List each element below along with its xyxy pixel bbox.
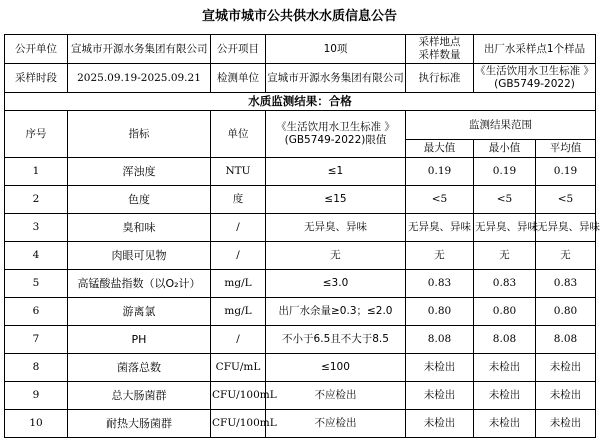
result-banner-row [5,93,596,111]
row-avg: 无异臭、异味 [536,214,596,242]
row-max: 未检出 [406,354,474,382]
col-indicator-header: 指标 [68,111,211,158]
table-row [5,214,596,242]
col-limit-header: 《生活饮用水卫生标准 》 (GB5749-2022)限值 [266,111,406,158]
row-max: 无异臭、异味 [406,214,474,242]
row-indicator: 菌落总数 [68,354,211,382]
row-limit: 出厂水余量≥0.3；≤2.0 [266,298,406,326]
row-no: 7 [5,326,68,354]
row-avg: 未检出 [536,354,596,382]
lab-value: 宣城市开源水务集团有限公司 [266,64,406,93]
table-row [5,326,596,354]
row-max: 无 [406,242,474,270]
result-banner: 水质监测结果：合格 [5,93,596,111]
row-min: 无异臭、异味 [474,214,536,242]
col-unit-header: 单位 [211,111,266,158]
col-min-header: 最小值 [474,140,536,158]
row-limit: ≤1 [266,158,406,186]
row-unit: / [211,326,266,354]
standard-value: 《生活饮用水卫生标准 》 (GB5749-2022) [474,64,596,93]
row-avg: 0.83 [536,270,596,298]
col-max-header: 最大值 [406,140,474,158]
row-min: 8.08 [474,326,536,354]
row-no: 8 [5,354,68,382]
col-no-header: 序号 [5,111,68,158]
row-limit: 无 [266,242,406,270]
sample-location-label: 采样地点 采样数量 [406,35,474,64]
period-label: 采样时段 [5,64,68,93]
table-row [5,186,596,214]
row-min: 未检出 [474,382,536,410]
table-row [5,158,596,186]
row-min: 无 [474,242,536,270]
row-no: 5 [5,270,68,298]
row-indicator: 游离氯 [68,298,211,326]
row-max: 8.08 [406,326,474,354]
table-row [5,382,596,410]
row-limit: ≤3.0 [266,270,406,298]
row-avg: 8.08 [536,326,596,354]
period-value: 2025.09.19-2025.09.21 [68,64,211,93]
row-max: 0.83 [406,270,474,298]
row-avg: 无 [536,242,596,270]
row-unit: / [211,242,266,270]
row-indicator: 臭和味 [68,214,211,242]
row-no: 1 [5,158,68,186]
row-no: 3 [5,214,68,242]
row-indicator: 浑浊度 [68,158,211,186]
row-max: 未检出 [406,382,474,410]
row-indicator: 肉眼可见物 [68,242,211,270]
table-row [5,354,596,382]
col-range-header: 监测结果范围 [406,111,596,140]
row-no: 4 [5,242,68,270]
row-unit: CFU/100mL [211,410,266,438]
table-row [5,410,596,438]
row-indicator: 总大肠菌群 [68,382,211,410]
col-avg-header: 平均值 [536,140,596,158]
row-unit: CFU/mL [211,354,266,382]
row-limit: 无异臭、异味 [266,214,406,242]
info-row-2 [5,64,596,93]
row-no: 9 [5,382,68,410]
row-unit: / [211,214,266,242]
row-avg: 0.19 [536,158,596,186]
standard-label: 执行标准 [406,64,474,93]
row-min: 未检出 [474,354,536,382]
page-title: 宣城市城市公共供水水质信息公告 [201,9,397,24]
row-avg: 未检出 [536,410,596,438]
lab-label: 检测单位 [211,64,266,93]
row-limit: 不应检出 [266,382,406,410]
info-row-1 [5,35,596,64]
row-unit: mg/L [211,298,266,326]
row-no: 10 [5,410,68,438]
header-row-1 [5,111,596,140]
data-rows [5,158,600,438]
row-min: 0.19 [474,158,536,186]
row-limit: 不应检出 [266,410,406,438]
water-quality-sheet [4,0,600,438]
row-avg: 0.80 [536,298,596,326]
row-max: 0.19 [406,158,474,186]
row-unit: mg/L [211,270,266,298]
row-indicator: 高锰酸盐指数（以O₂计） [68,270,211,298]
row-min: 未检出 [474,410,536,438]
row-no: 6 [5,298,68,326]
sample-location-value: 出厂水采样点1个样品 [474,35,596,64]
row-avg: <5 [536,186,596,214]
table-row [5,270,596,298]
items-label: 公开项目 [211,35,266,64]
row-indicator: 耐热大肠菌群 [68,410,211,438]
row-unit: CFU/100mL [211,382,266,410]
row-limit: ≤15 [266,186,406,214]
row-max: 未检出 [406,410,474,438]
row-no: 2 [5,186,68,214]
publisher-value: 宣城市开源水务集团有限公司 [68,35,211,64]
row-avg: 未检出 [536,382,596,410]
publisher-label: 公开单位 [5,35,68,64]
row-indicator: 色度 [68,186,211,214]
row-min: 0.80 [474,298,536,326]
row-min: <5 [474,186,536,214]
table-row [5,298,596,326]
row-min: 0.83 [474,270,536,298]
row-unit: 度 [211,186,266,214]
table-row [5,242,596,270]
row-max: <5 [406,186,474,214]
row-unit: NTU [211,158,266,186]
row-indicator: PH [68,326,211,354]
row-max: 0.80 [406,298,474,326]
items-value: 10项 [266,35,406,64]
row-limit: 不小于6.5且不大于8.5 [266,326,406,354]
notice-table [4,34,600,438]
row-limit: ≤100 [266,354,406,382]
